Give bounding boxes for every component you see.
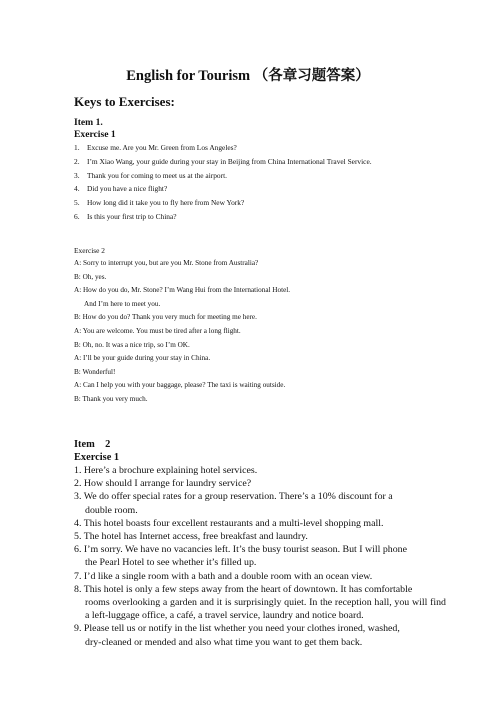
dialogue-line: A: How do you do, Mr. Stone? I’m Wang Hui from the International Hotel.	[74, 286, 291, 295]
item1-section	[74, 117, 446, 224]
item1-ex2-section	[74, 244, 446, 407]
keys-heading: Keys to Exercises:	[74, 94, 175, 109]
dialogue-line: B: Wonderful!	[74, 367, 116, 376]
dialogue-line: B: How do you do? Thank you very much for meeting me here.	[74, 313, 257, 322]
list-item: 2. I’m Xiao Wang, your guide during your stay in Beijing from China International Travel Service.	[74, 156, 372, 166]
item1-heading: Item 1.	[74, 117, 103, 128]
list-item: 3. Thank you for coming to meet us at the airport.	[74, 170, 227, 180]
list-item: 5. How long did it take you to fly here from New York?	[74, 198, 245, 208]
dialogue-line: B: Oh, no. It was a nice trip, so I’m OK.	[74, 340, 190, 349]
dialogue-line: A: Sorry to interrupt you, but are you Mr. Stone from Australia?	[74, 259, 259, 267]
dialogue-line: And I’m here to meet you.	[84, 299, 161, 308]
list-item: 4. This hotel boasts four excellent restaurants and a multi-level shopping mall.	[74, 517, 384, 529]
list-item: 2. How should I arrange for laundry service?	[74, 478, 252, 490]
item1-ex2-heading: Exercise 2	[74, 246, 105, 255]
dialogue-line: A: You are welcome. You must be tired after a long flight.	[74, 326, 241, 335]
list-item: 8. This hotel is only a few steps away from the heart of downtown. It has comfortable rooms overlooking a garden and it is surprisingly quiet. In the reception hall, you will find a left-luggage office, a café, a travel service, laundry and notice board.	[74, 583, 446, 622]
list-item: 6. Is this your first trip to China?	[74, 211, 177, 221]
item2-section	[74, 438, 446, 649]
list-item: 1. Excuse me. Are you Mr. Green from Los Angeles?	[74, 143, 237, 152]
item2-heading: Item 2	[74, 439, 111, 450]
dialogue-line: B: Thank you very much.	[74, 394, 148, 403]
list-item: 5. The hotel has Internet access, free breakfast and laundry.	[74, 531, 308, 543]
list-item: 7. I’d like a single room with a bath and a double room with an ocean view.	[74, 570, 373, 582]
item1-ex1-heading: Exercise 1	[74, 129, 116, 140]
item2-ex1-list	[74, 464, 446, 649]
dialogue-line: B: Oh, yes.	[74, 272, 107, 281]
list-item: 9. Please tell us or notify in the list whether you need your clothes ironed, washed, dry-cleaned or mended and also what time you want to get them back.	[74, 623, 400, 648]
list-item: 6. I’m sorry. We have no vacancies left. It’s the busy tourist season. But I will phone the Pearl Hotel to see whether it’s filled up.	[74, 544, 407, 569]
item1-ex1-list	[74, 141, 446, 224]
list-item: 3. We do offer special rates for a group reservation. There’s a 10% discount for a double room.	[74, 491, 393, 516]
page-title: English for Tourism （各章习题答案）	[126, 68, 370, 84]
list-item: 4. Did you have a nice flight?	[74, 184, 168, 194]
dialogue-line: A: Can I help you with your baggage, please? The taxi is waiting outside.	[74, 381, 286, 390]
list-item: 1. Here’s a brochure explaining hotel services.	[74, 465, 258, 476]
item2-ex1-heading: Exercise 1	[74, 452, 120, 463]
dialogue-line: A: I’ll be your guide during your stay in China.	[74, 354, 211, 363]
